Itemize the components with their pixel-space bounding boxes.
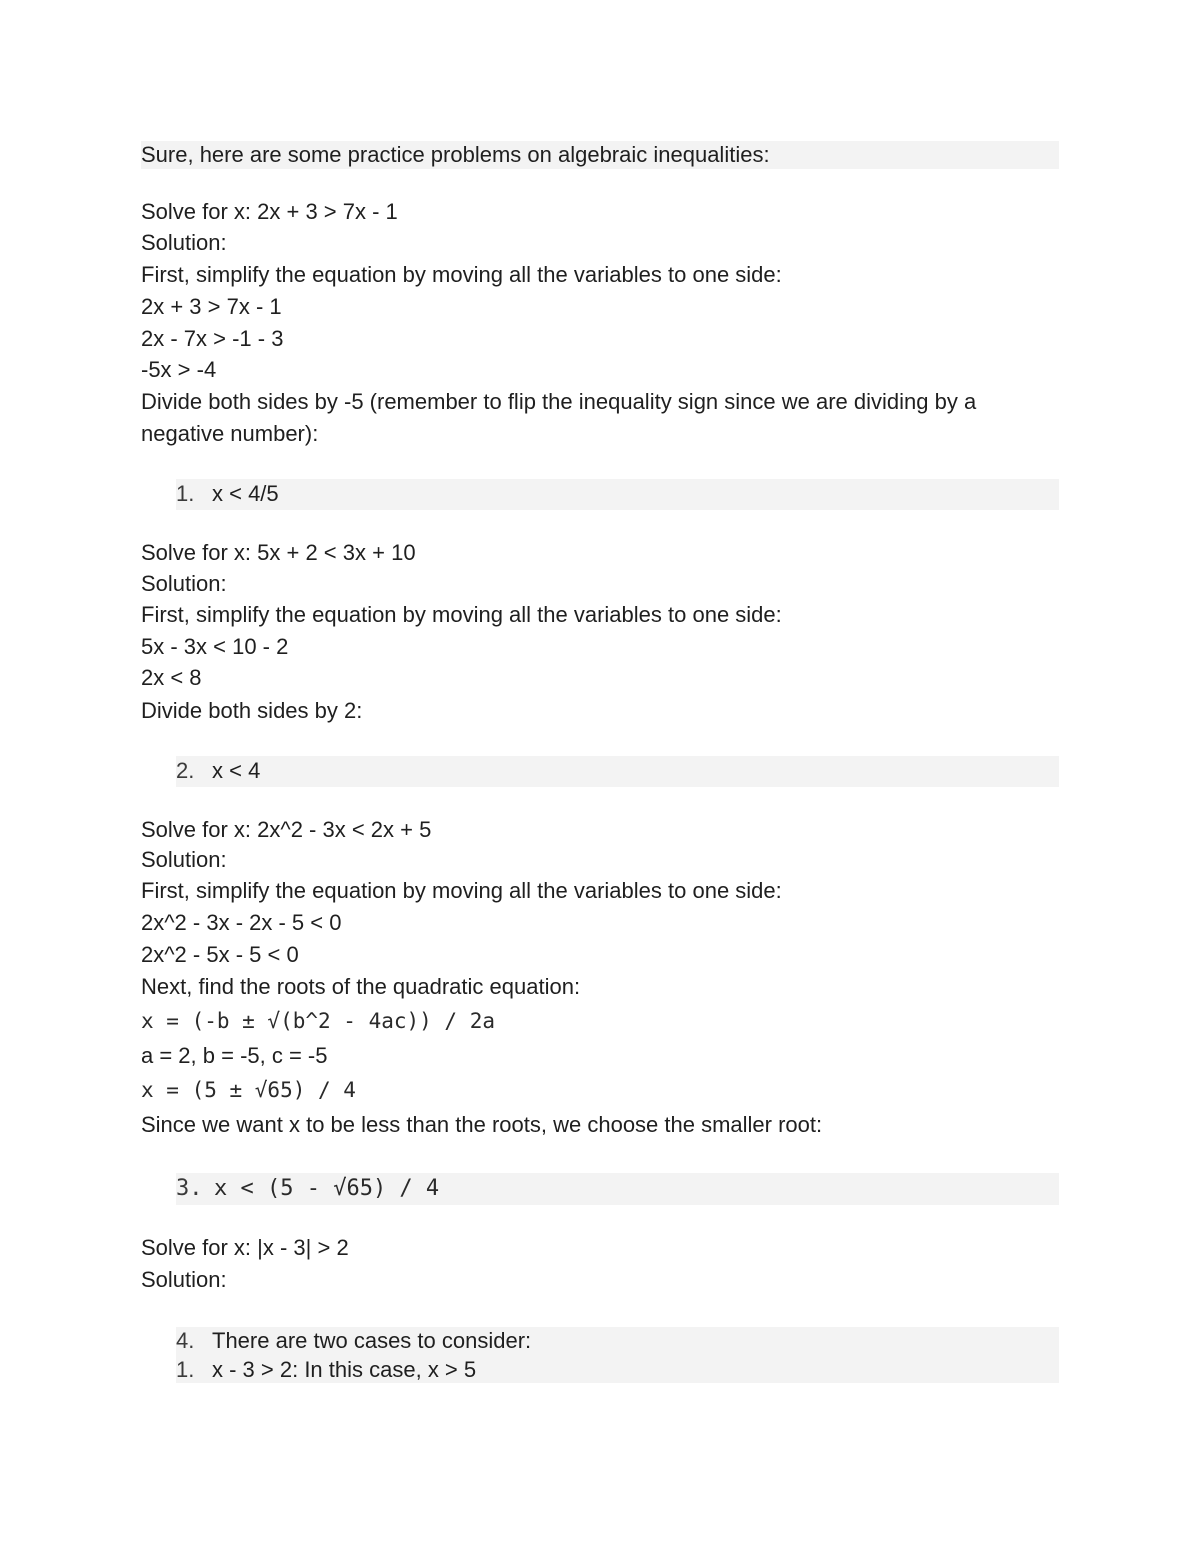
problem-3-answer-item bbox=[176, 1173, 1059, 1205]
problem-4-subitem bbox=[176, 1355, 1059, 1385]
problem-2-step-intro: First, simplify the equation by moving all the variables to one side: bbox=[141, 602, 782, 627]
problem-1-divide-note: Divide both sides by -5 (remember to flip the inequality sign since we are dividing by a negative number): bbox=[141, 389, 977, 446]
problem-1-step: -5x > -4 bbox=[141, 357, 217, 382]
problem-2-prompt: Solve for x: 5x + 2 < 3x + 10 bbox=[141, 540, 416, 565]
list-number: 1. bbox=[176, 1357, 195, 1382]
problem-1-step: 2x + 3 > 7x - 1 bbox=[141, 294, 282, 319]
problem-3-prompt: Solve for x: 2x^2 - 3x < 2x + 5 bbox=[141, 817, 432, 842]
list-number: 4. bbox=[176, 1328, 195, 1353]
problem-3-roots: x = (5 ± √65) / 4 bbox=[141, 1078, 356, 1102]
problem-4-item-text: There are two cases to consider: bbox=[212, 1328, 532, 1353]
intro-text: Sure, here are some practice problems on algebraic inequalities: bbox=[141, 142, 770, 167]
problem-3-step: 2x^2 - 5x - 5 < 0 bbox=[141, 942, 299, 967]
problem-2-answer-item bbox=[176, 756, 1059, 787]
problem-1-solution-label: Solution: bbox=[141, 230, 227, 255]
list-number: 3. bbox=[176, 1176, 203, 1201]
problem-2-step: 2x < 8 bbox=[141, 665, 202, 690]
problem-2-solution-label: Solution: bbox=[141, 571, 227, 596]
problem-3-step-intro: First, simplify the equation by moving all the variables to one side: bbox=[141, 878, 782, 903]
problem-1-step: 2x - 7x > -1 - 3 bbox=[141, 326, 284, 351]
problem-3-solution-label: Solution: bbox=[141, 847, 227, 872]
problem-2-answer: x < 4 bbox=[212, 758, 261, 783]
problem-2-step: 5x - 3x < 10 - 2 bbox=[141, 634, 289, 659]
problem-3-step: 2x^2 - 3x - 2x - 5 < 0 bbox=[141, 910, 342, 935]
problem-4-item bbox=[176, 1326, 1059, 1356]
problem-3-formula: x = (-b ± √(b^2 - 4ac)) / 2a bbox=[141, 1009, 496, 1033]
problem-1-answer: x < 4/5 bbox=[212, 481, 279, 506]
problem-1-step-intro: First, simplify the equation by moving all the variables to one side: bbox=[141, 262, 782, 287]
problem-4-solution-label: Solution: bbox=[141, 1267, 227, 1292]
problem-4-prompt: Solve for x: |x - 3| > 2 bbox=[141, 1235, 349, 1260]
problem-3-coefficients: a = 2, b = -5, c = -5 bbox=[141, 1043, 328, 1068]
list-number: 2. bbox=[176, 758, 195, 783]
problem-2-divide-note: Divide both sides by 2: bbox=[141, 698, 363, 723]
problem-3-answer: x < (5 - √65) / 4 bbox=[214, 1176, 440, 1201]
problem-3-choose-note: Since we want x to be less than the roots, we choose the smaller root: bbox=[141, 1112, 823, 1137]
problem-1-prompt: Solve for x: 2x + 3 > 7x - 1 bbox=[141, 199, 398, 224]
problem-3-roots-note: Next, find the roots of the quadratic equation: bbox=[141, 974, 581, 999]
problem-1-answer-item bbox=[176, 479, 1059, 510]
problem-4-subitem-text: x - 3 > 2: In this case, x > 5 bbox=[212, 1357, 477, 1382]
list-number: 1. bbox=[176, 481, 195, 506]
